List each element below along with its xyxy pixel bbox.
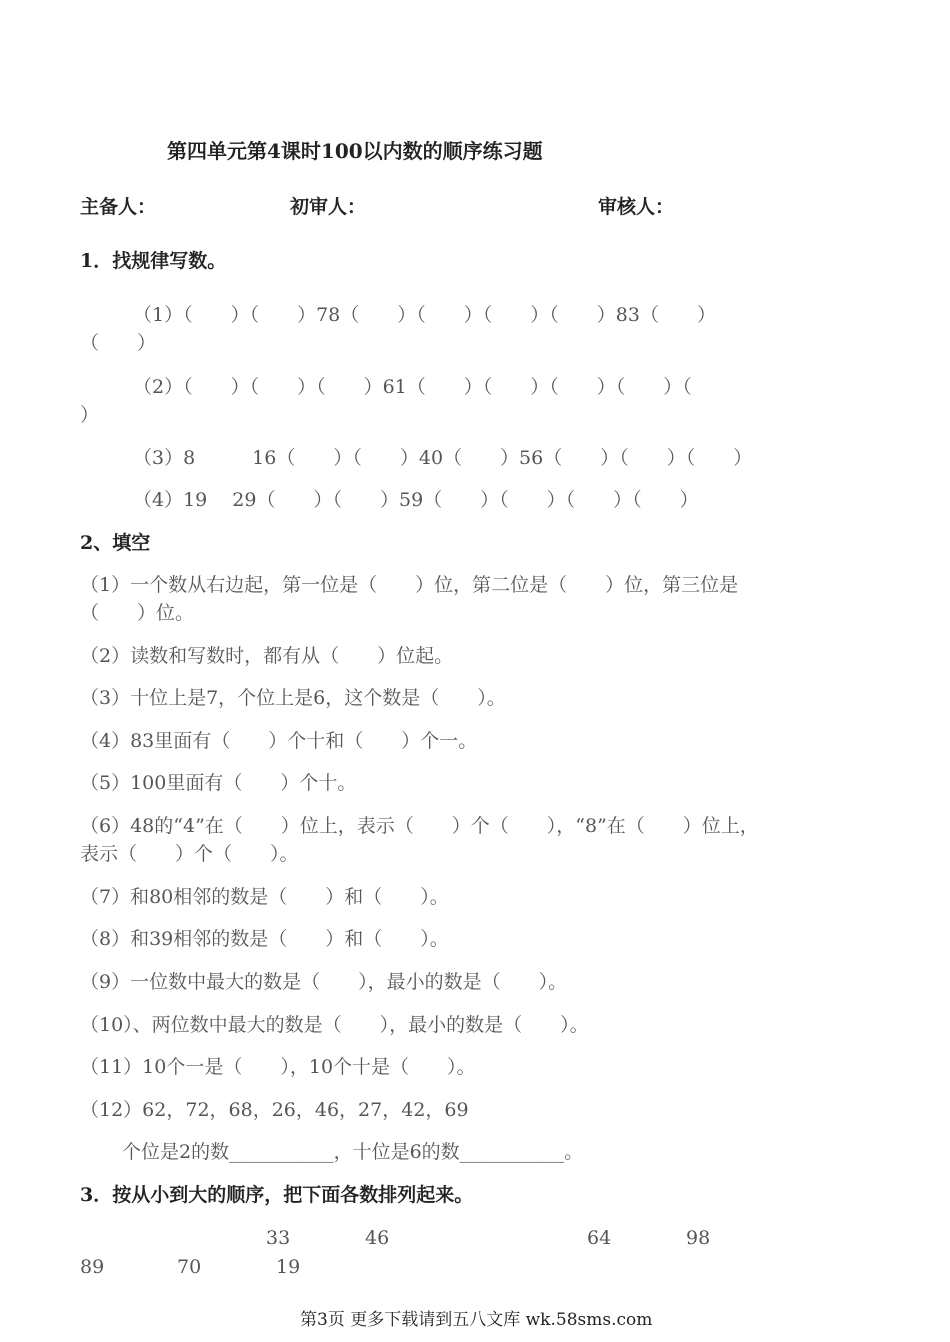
fill-blank-line: （8）和39相邻的数是（ ）和（ ）。 [80,928,449,950]
page-footer: 第3页 更多下载请到五八文库 wk.58sms.com [300,1310,653,1330]
fill-blank-line: （2）读数和写数时，都有从（ ）位起。 [80,645,454,667]
first-reviewer-label: 初审人： [290,196,367,218]
fill-blank-line: （ ）位。 [80,602,195,624]
page-title: 第四单元第4课时100以内数的顺序练习题 [167,139,543,163]
fill-blank-line: 表示（ ）个（ ）。 [80,843,299,865]
fill-blank-line: 个位是2的数___________，十位是6的数___________。 [122,1141,584,1163]
number-item: 19 [276,1256,301,1278]
section2-heading: 2、填空 [80,532,151,554]
fill-blank-line: （12）62，72，68，26，46，27，42，69 [80,1099,469,1121]
section1-heading: 1．找规律写数。 [80,250,227,272]
number-item: 64 [587,1227,612,1249]
author-label: 主备人： [80,196,157,218]
pattern-line: （3）8 16（ ）（ ）40（ ）56（ ）（ ）（ ） [133,447,753,469]
fill-blank-line: （11）10个一是（ ），10个十是（ ）。 [80,1056,476,1078]
pattern-line: （2）（ ）（ ）（ ）61（ ）（ ）（ ）（ ）（ [133,376,692,398]
pattern-line: ） [80,404,100,426]
fill-blank-line: （10）、两位数中最大的数是（ ），最小的数是（ ）。 [80,1014,589,1036]
number-item: 89 [80,1256,105,1278]
fill-blank-line: （7）和80相邻的数是（ ）和（ ）。 [80,886,449,908]
fill-blank-line: （3）十位上是7，个位上是6，这个数是（ ）。 [80,687,506,709]
number-item: 33 [266,1227,291,1249]
section3-heading: 3．按从小到大的顺序，把下面各数排列起来。 [80,1184,474,1206]
number-item: 46 [365,1227,390,1249]
fill-blank-line: （5）100里面有（ ）个十。 [80,772,357,794]
fill-blank-line: （9）一位数中最大的数是（ ），最小的数是（ ）。 [80,971,568,993]
reviewer-label: 审核人： [598,196,675,218]
pattern-line: （4）19 29（ ）（ ）59（ ）（ ）（ ）（ ） [133,489,699,511]
number-item: 98 [686,1227,711,1249]
fill-blank-line: （6）48的“4”在（ ）位上，表示（ ）个（ ），“8”在（ ）位上， [80,815,759,837]
fill-blank-line: （1）一个数从右边起，第一位是（ ）位，第二位是（ ）位，第三位是 [80,574,739,596]
pattern-line: （1）（ ）（ ）78（ ）（ ）（ ）（ ）83（ ） [133,304,716,326]
fill-blank-line: （4）83里面有（ ）个十和（ ）个一。 [80,730,478,752]
number-item: 70 [177,1256,202,1278]
pattern-line: （ ） [80,332,157,354]
